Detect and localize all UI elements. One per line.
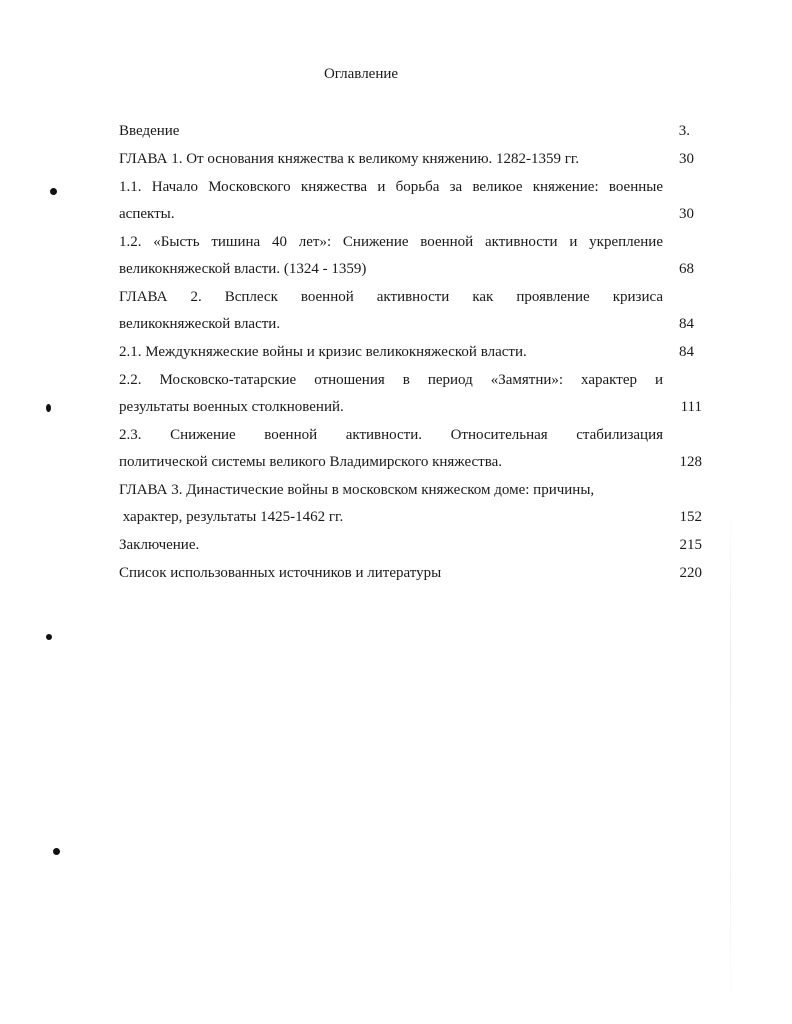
toc-entry-intro: Введение — [119, 123, 180, 139]
toc-page-chapter-1: 30 — [679, 151, 694, 167]
toc-entry-1-2-line1: 1.2. «Бысть тишина 40 лет»: Снижение военной активности и укрепление — [119, 234, 663, 250]
scan-mark — [46, 404, 51, 412]
scan-mark — [53, 848, 60, 855]
toc-page-1-2: 68 — [679, 261, 694, 277]
toc-entry-1-1-line2: аспекты. — [119, 206, 175, 222]
toc-entry-1-2-line2: великокняжеской власти. (1324 - 1359) — [119, 261, 367, 277]
toc-entry-2-3-line1: 2.3. Снижение военной активности. Относительная стабилизация — [119, 427, 663, 443]
toc-entry-2-3-line2: политической системы великого Владимирского княжества. — [119, 454, 503, 470]
toc-entry-chapter-2-line1: ГЛАВА 2. Всплеск военной активности как проявление кризиса — [119, 289, 663, 305]
toc-entry-2-2-line2: результаты военных столкновений. — [119, 399, 344, 415]
toc-entry-conclusion: Заключение. — [119, 537, 200, 553]
toc-page-intro: 3. — [678, 123, 690, 139]
toc-entry-chapter-3-line1: ГЛАВА 3. Династические войны в московском княжеском доме: причины, — [119, 482, 595, 498]
toc-entry-2-2-line1: 2.2. Московско-татарские отношения в период «Замятни»: характер и — [119, 372, 663, 388]
toc-entry-chapter-3-line2: характер, результаты 1425-1462 гг. — [119, 509, 344, 525]
toc-page-2-1: 84 — [679, 344, 694, 360]
toc-page-chapter-2: 84 — [679, 316, 694, 332]
toc-page-chapter-3: 152 — [679, 509, 702, 525]
toc-entry-chapter-2-line2: великокняжеской власти. — [119, 316, 281, 332]
toc-page-conclusion: 215 — [679, 537, 702, 553]
toc-page-2-3: 128 — [679, 454, 702, 470]
toc-page-2-2: 111 — [680, 399, 702, 415]
toc-page-1-1: 30 — [679, 206, 694, 222]
page-title: Оглавление — [323, 66, 399, 82]
scan-mark — [50, 188, 57, 195]
toc-entry-chapter-1: ГЛАВА 1. От основания княжества к великому княжению. 1282-1359 гг. — [119, 151, 580, 167]
toc-page-bibliography: 220 — [679, 565, 702, 581]
toc-entry-bibliography: Список использованных источников и литературы — [119, 565, 442, 581]
scan-artifact-line — [730, 500, 731, 1020]
scan-mark — [46, 634, 52, 640]
toc-entry-1-1-line1: 1.1. Начало Московского княжества и борьба за великое княжение: военные — [119, 179, 663, 195]
toc-entry-2-1: 2.1. Междукняжеские войны и кризис великокняжеской власти. — [119, 344, 527, 360]
